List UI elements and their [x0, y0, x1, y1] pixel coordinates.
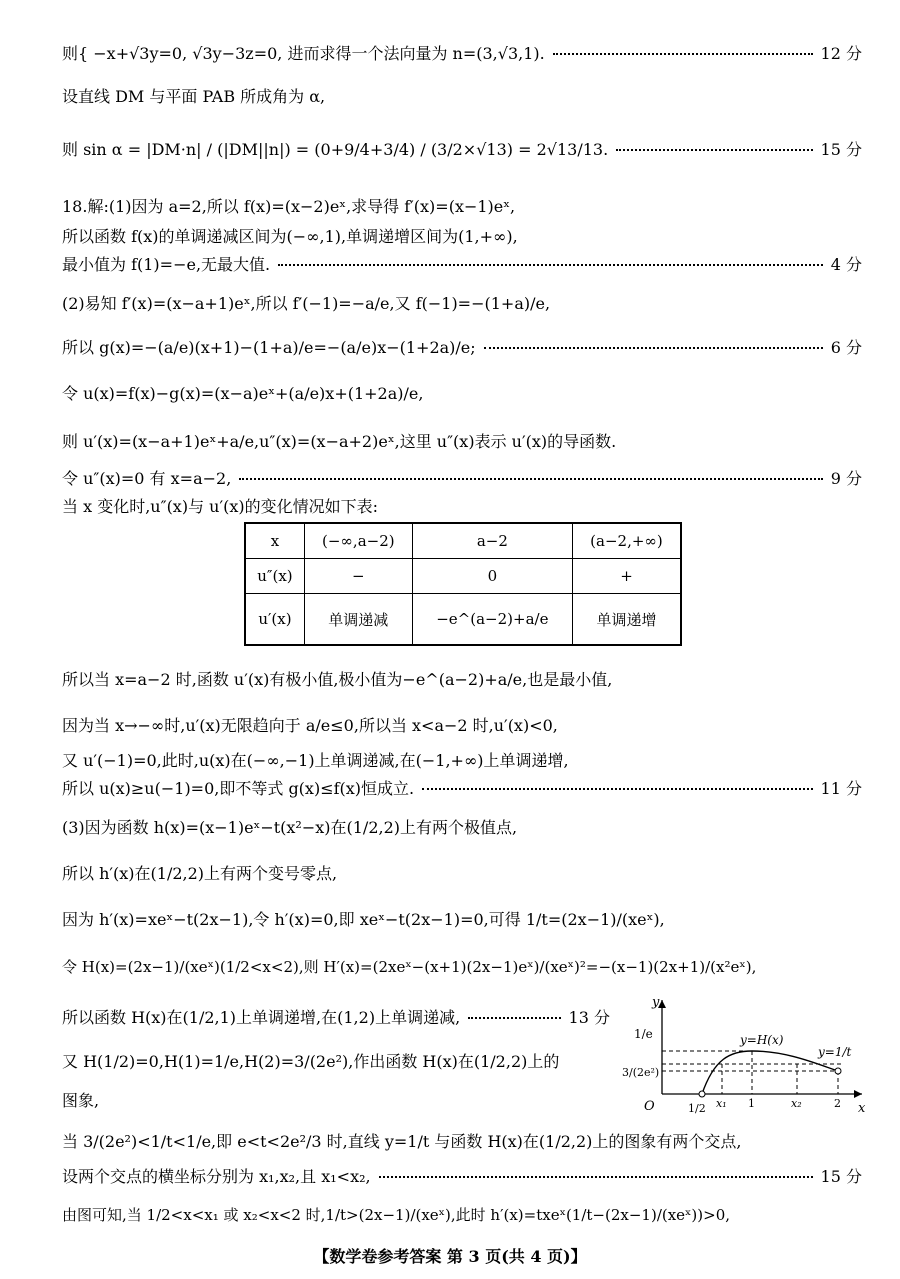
table-row [245, 594, 681, 646]
answer-line [62, 660, 862, 696]
table-cell: (−∞,a−2) [304, 523, 412, 559]
table-cell: u″(x) [245, 559, 304, 594]
leader-dots [616, 149, 812, 151]
table-row [245, 523, 681, 559]
score: 6 分 [830, 337, 862, 357]
score: 12 分 [820, 43, 862, 63]
leader-dots [422, 788, 812, 790]
table-cell: x [245, 523, 304, 559]
score: 9 分 [830, 468, 862, 488]
line-text: 设两个交点的横坐标分别为 x₁,x₂,且 x₁<x₂, [62, 1166, 371, 1186]
line-text: 令 H(x)=(2x−1)/(xeˣ)(1/2<x<2),则 H′(x)=(2xeˣ−(x+1)(2x−1)eˣ)/(xeˣ)²=−(x−1)(2x+1)/(x²eˣ), [62, 957, 757, 976]
answer-line [62, 80, 862, 110]
table-cell: a−2 [412, 523, 572, 559]
line-text: 图象, [62, 1090, 100, 1110]
x-axis-arrow [854, 1090, 862, 1098]
answer-line [62, 948, 862, 984]
line-text: 所以函数 f(x)的单调递减区间为(−∞,1),单调递增区间为(1,+∞), [62, 226, 518, 246]
line-label: y=1/t [818, 1045, 852, 1059]
answer-line [62, 128, 862, 168]
line-text: 设直线 DM 与平面 PAB 所成角为 α, [62, 86, 326, 106]
line-text: 则 sin α = |DM·n| / (|DM||n|) = (0+9/4+3/4) / (3/2×√13) = 2√13/13. [62, 139, 609, 159]
answer-line [62, 328, 862, 364]
leader-dots [484, 347, 823, 349]
open-endpoint [835, 1068, 841, 1074]
answer-line [62, 900, 862, 936]
variation-table [244, 522, 682, 646]
line-text: 18.解:(1)因为 a=2,所以 f(x)=(x−2)eˣ,求导得 f′(x)=(x−1)eˣ, [62, 196, 516, 216]
answer-line [62, 1196, 862, 1232]
line-text: 因为当 x→−∞时,u′(x)无限趋向于 a/e≤0,所以当 x<a−2 时,u′(x)<0, [62, 715, 558, 735]
answer-line [62, 772, 862, 802]
function-graph [622, 994, 872, 1124]
line-text: 当 3/(2e²)<1/t<1/e,即 e<t<2e²/3 时,直线 y=1/t 与函数 H(x)在(1/2,2)上的图象有两个交点, [62, 1131, 742, 1151]
table-cell: − [304, 559, 412, 594]
answer-line [62, 490, 862, 520]
y-axis-label: y [652, 995, 660, 1010]
line-text: 所以 u(x)≥u(−1)=0,即不等式 g(x)≤f(x)恒成立. [62, 778, 415, 798]
x-tick-label: x₁ [716, 1097, 727, 1110]
line-text: 由图可知,当 1/2<x<x₁ 或 x₂<x<2 时,1/t>(2x−1)/(xeˣ),此时 h′(x)=txeˣ(1/t−(2x−1)/(xeˣ))>0, [62, 1205, 730, 1224]
answer-line [62, 1160, 862, 1190]
score: 11 分 [820, 778, 862, 798]
line-text: (2)易知 f′(x)=(x−a+1)eˣ,所以 f′(−1)=−a/e,又 f(−1)=−(1+a)/e, [62, 293, 551, 313]
answer-line [62, 708, 862, 740]
line-text: 又 u′(−1)=0,此时,u(x)在(−∞,−1)上单调递减,在(−1,+∞)上单调递增, [62, 750, 569, 770]
line-text: (3)因为函数 h(x)=(x−1)eˣ−t(x²−x)在(1/2,2)上有两个极值点, [62, 817, 518, 837]
line-text: 则{ −x+√3y=0, √3y−3z=0, 进而求得一个法向量为 n=(3,√3,1). [62, 43, 545, 63]
open-endpoint [699, 1091, 705, 1097]
line-text: 又 H(1/2)=0,H(1)=1/e,H(2)=3/(2e²),作出函数 H(x)在(1/2,2)上的 [62, 1051, 560, 1071]
y-tick-label: 1/e [634, 1027, 653, 1041]
score: 15 分 [820, 139, 862, 159]
line-text: 令 u(x)=f(x)−g(x)=(x−a)eˣ+(a/e)x+(1+2a)/e, [62, 383, 424, 403]
y-tick-label: 3/(2e²) [622, 1066, 660, 1079]
table-cell: (a−2,+∞) [572, 523, 681, 559]
x-tick-label: 1 [748, 1097, 755, 1110]
score: 13 分 [568, 1007, 610, 1027]
answer-line [62, 462, 862, 492]
line-text: 所以当 x=a−2 时,函数 u′(x)有极小值,极小值为−e^(a−2)+a/e,也是最小值, [62, 669, 613, 689]
leader-dots [278, 264, 823, 266]
answer-line [62, 422, 862, 458]
leader-dots [468, 1017, 560, 1019]
table-row [245, 559, 681, 594]
line-text: 所以 h′(x)在(1/2,2)上有两个变号零点, [62, 863, 338, 883]
table-cell: + [572, 559, 681, 594]
x-tick-label: 1/2 [688, 1102, 706, 1115]
answer-line [62, 854, 862, 890]
table-cell: 0 [412, 559, 572, 594]
line-text: 则 u′(x)=(x−a+1)eˣ+a/e,u″(x)=(x−a+2)eˣ,这里 u″(x)表示 u′(x)的导函数. [62, 431, 617, 451]
line-text: 所以 g(x)=−(a/e)(x+1)−(1+a)/e=−(a/e)x−(1+2a)/e; [62, 337, 476, 357]
x-tick-label: 2 [834, 1097, 841, 1110]
table-cell: u′(x) [245, 594, 304, 646]
answer-line [62, 220, 862, 250]
answer-line [62, 190, 862, 220]
origin-label: O [644, 1099, 655, 1114]
line-text: 最小值为 f(1)=−e,无最大值. [62, 254, 271, 274]
x-axis-label: x [858, 1101, 866, 1116]
table-cell: 单调递增 [572, 594, 681, 646]
answer-line [62, 1122, 862, 1158]
answer-line [62, 744, 862, 774]
line-text: 因为 h′(x)=xeˣ−t(2x−1),令 h′(x)=0,即 xeˣ−t(2x−1)=0,可得 1/t=(2x−1)/(xeˣ), [62, 909, 665, 929]
x-tick-label: x₂ [791, 1097, 802, 1110]
line-text: 所以函数 H(x)在(1/2,1)上单调递增,在(1,2)上单调递减, [62, 1007, 461, 1027]
answer-line [62, 1084, 610, 1114]
answer-line [62, 998, 610, 1034]
line-text: 当 x 变化时,u″(x)与 u′(x)的变化情况如下表: [62, 496, 378, 516]
answer-line [62, 28, 862, 76]
leader-dots [239, 478, 822, 480]
page-footer: 【数学卷参考答案 第 3 页(共 4 页)】 [313, 1247, 587, 1266]
line-text: 令 u″(x)=0 有 x=a−2, [62, 468, 232, 488]
table-cell: 单调递减 [304, 594, 412, 646]
leader-dots [553, 53, 813, 55]
leader-dots [379, 1176, 813, 1178]
answer-line [62, 1042, 610, 1078]
curve-label: y=H(x) [740, 1033, 784, 1047]
score: 4 分 [830, 254, 862, 274]
score: 15 分 [820, 1166, 862, 1186]
answer-line [62, 808, 862, 844]
table-cell: −e^(a−2)+a/e [412, 594, 572, 646]
answer-line [62, 374, 862, 410]
answer-line [62, 284, 862, 320]
answer-line [62, 248, 862, 278]
